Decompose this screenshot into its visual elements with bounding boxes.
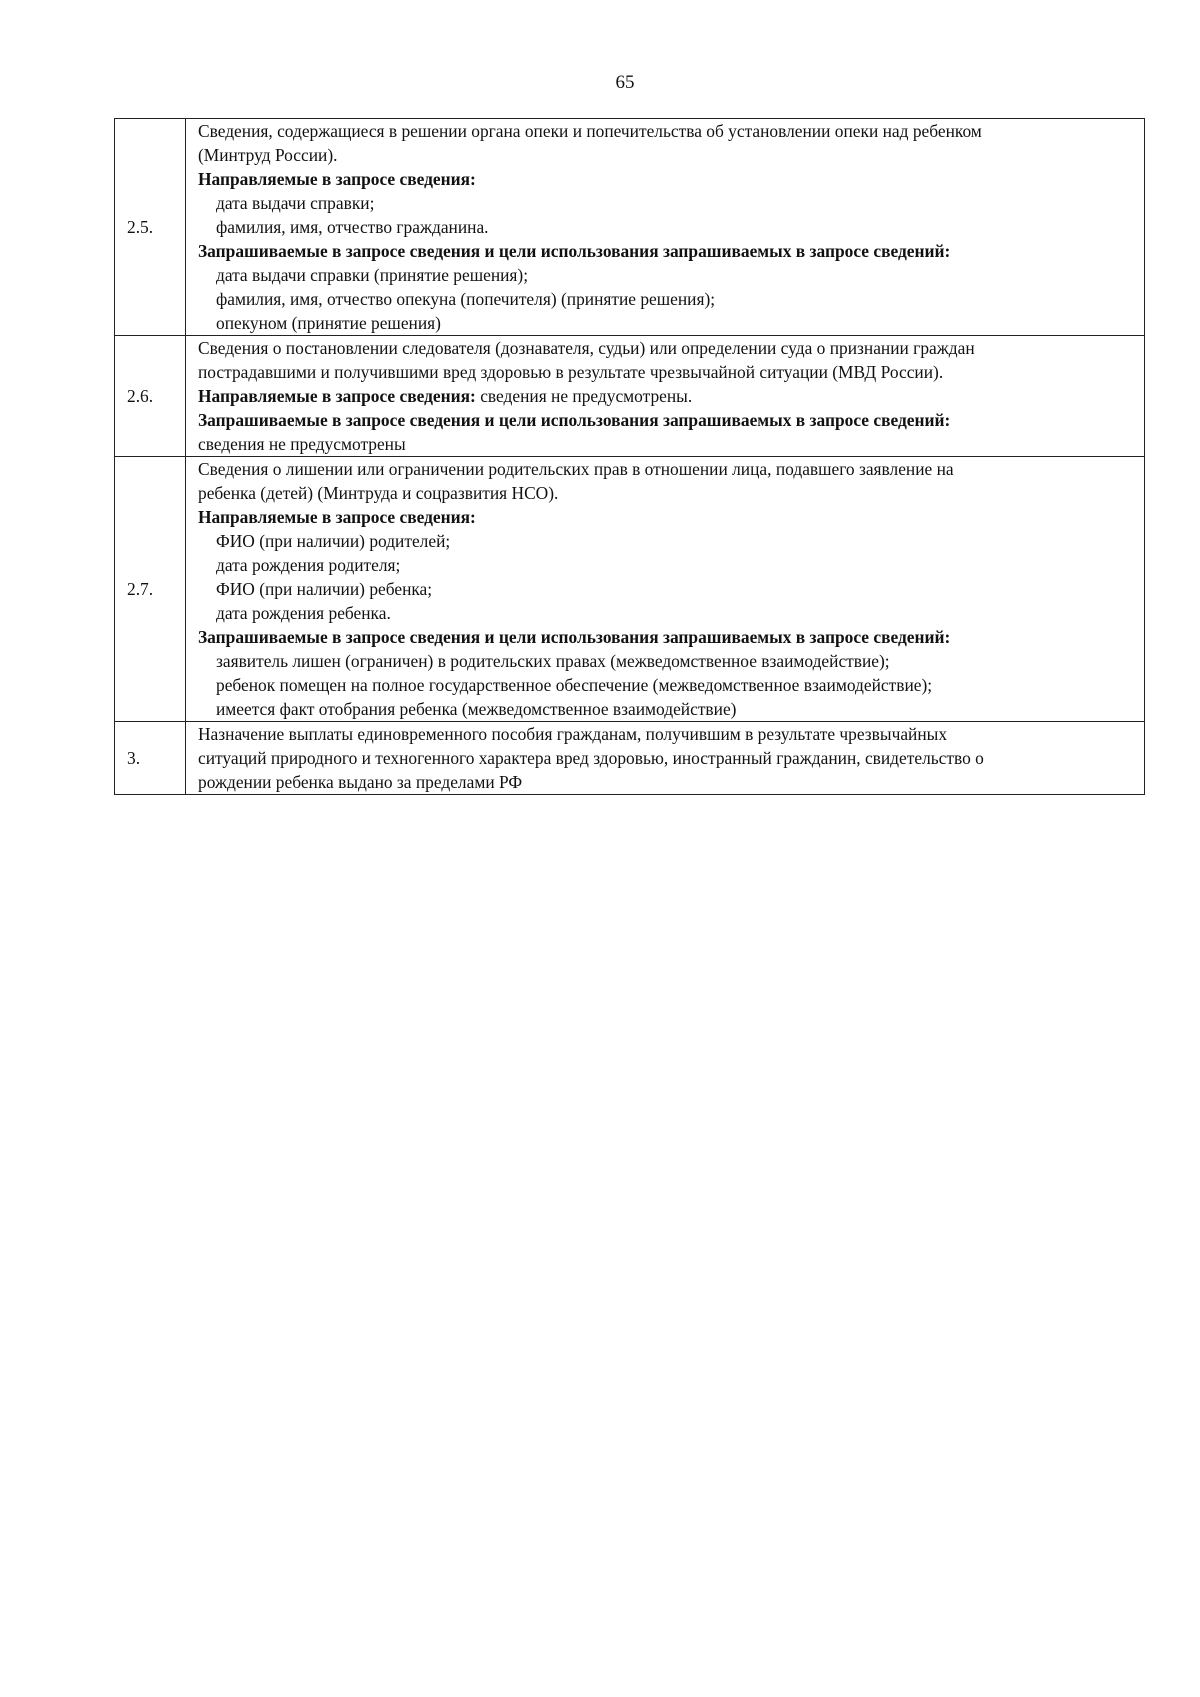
row-content — [186, 119, 1145, 336]
text-line: пострадавшими и получившими вред здоровью в результате чрезвычайной ситуации (МВД России). — [198, 362, 944, 382]
table-row — [115, 457, 1145, 722]
inline-text: сведения не предусмотрены. — [475, 386, 693, 406]
list-item: опекуном (принятие решения) — [216, 313, 441, 333]
text-line: ситуаций природного и техногенного характера вред здоровью, иностранный гражданин, свидетельство о — [198, 748, 984, 768]
row-number: 2.7. — [115, 457, 186, 722]
row-number: 2.6. — [115, 336, 186, 457]
text-line — [198, 384, 1138, 408]
list-item: ФИО (при наличии) родителей; — [216, 531, 451, 551]
row-number: 2.5. — [115, 119, 186, 336]
text-line: (Минтруд России). — [198, 145, 338, 165]
list-item: дата выдачи справки (принятие решения); — [216, 265, 529, 285]
list-item: дата рождения родителя; — [216, 555, 401, 575]
page-number: 65 — [615, 72, 635, 93]
list-item: дата выдачи справки; — [216, 193, 375, 213]
table-row — [115, 119, 1145, 336]
list-item: имеется факт отобрания ребенка (межведомственное взаимодействие) — [216, 699, 737, 719]
list-item: дата рождения ребенка. — [216, 603, 391, 623]
text-line: Назначение выплаты единовременного пособия гражданам, получившим в результате чрезвычайных — [198, 724, 948, 744]
list-item: ФИО (при наличии) ребенка; — [216, 579, 433, 599]
row-number: 3. — [115, 722, 186, 795]
list-item: фамилия, имя, отчество опекуна (попечителя) (принятие решения); — [216, 289, 716, 309]
row-content — [186, 722, 1145, 795]
row-content — [186, 457, 1145, 722]
list-item: фамилия, имя, отчество гражданина. — [216, 217, 489, 237]
text-line: рождении ребенка выдано за пределами РФ — [198, 772, 523, 792]
table-row — [115, 336, 1145, 457]
text-line: ребенка (детей) (Минтруда и соцразвития НСО). — [198, 483, 559, 503]
section-heading: Направляемые в запросе сведения: — [198, 386, 476, 406]
row-content — [186, 336, 1145, 457]
table-row — [115, 722, 1145, 795]
section-heading: Направляемые в запросе сведения: — [198, 507, 476, 527]
text-line: сведения не предусмотрены — [198, 434, 406, 454]
document-table — [114, 118, 1145, 795]
section-heading: Запрашиваемые в запросе сведения и цели использования запрашиваемых в запросе сведений: — [198, 627, 951, 647]
section-heading: Запрашиваемые в запросе сведения и цели использования запрашиваемых в запросе сведений: — [198, 410, 951, 430]
text-line: Сведения о лишении или ограничении родительских прав в отношении лица, подавшего заявление на — [198, 459, 954, 479]
list-item: ребенок помещен на полное государственное обеспечение (межведомственное взаимодействие); — [216, 675, 933, 695]
text-line: Сведения, содержащиеся в решении органа опеки и попечительства об установлении опеки над ребенком — [198, 121, 982, 141]
text-line: Сведения о постановлении следователя (дознавателя, судьи) или определении суда о признании граждан — [198, 338, 975, 358]
section-heading: Запрашиваемые в запросе сведения и цели использования запрашиваемых в запросе сведений: — [198, 241, 951, 261]
list-item: заявитель лишен (ограничен) в родительских правах (межведомственное взаимодействие); — [216, 651, 890, 671]
section-heading: Направляемые в запросе сведения: — [198, 169, 476, 189]
